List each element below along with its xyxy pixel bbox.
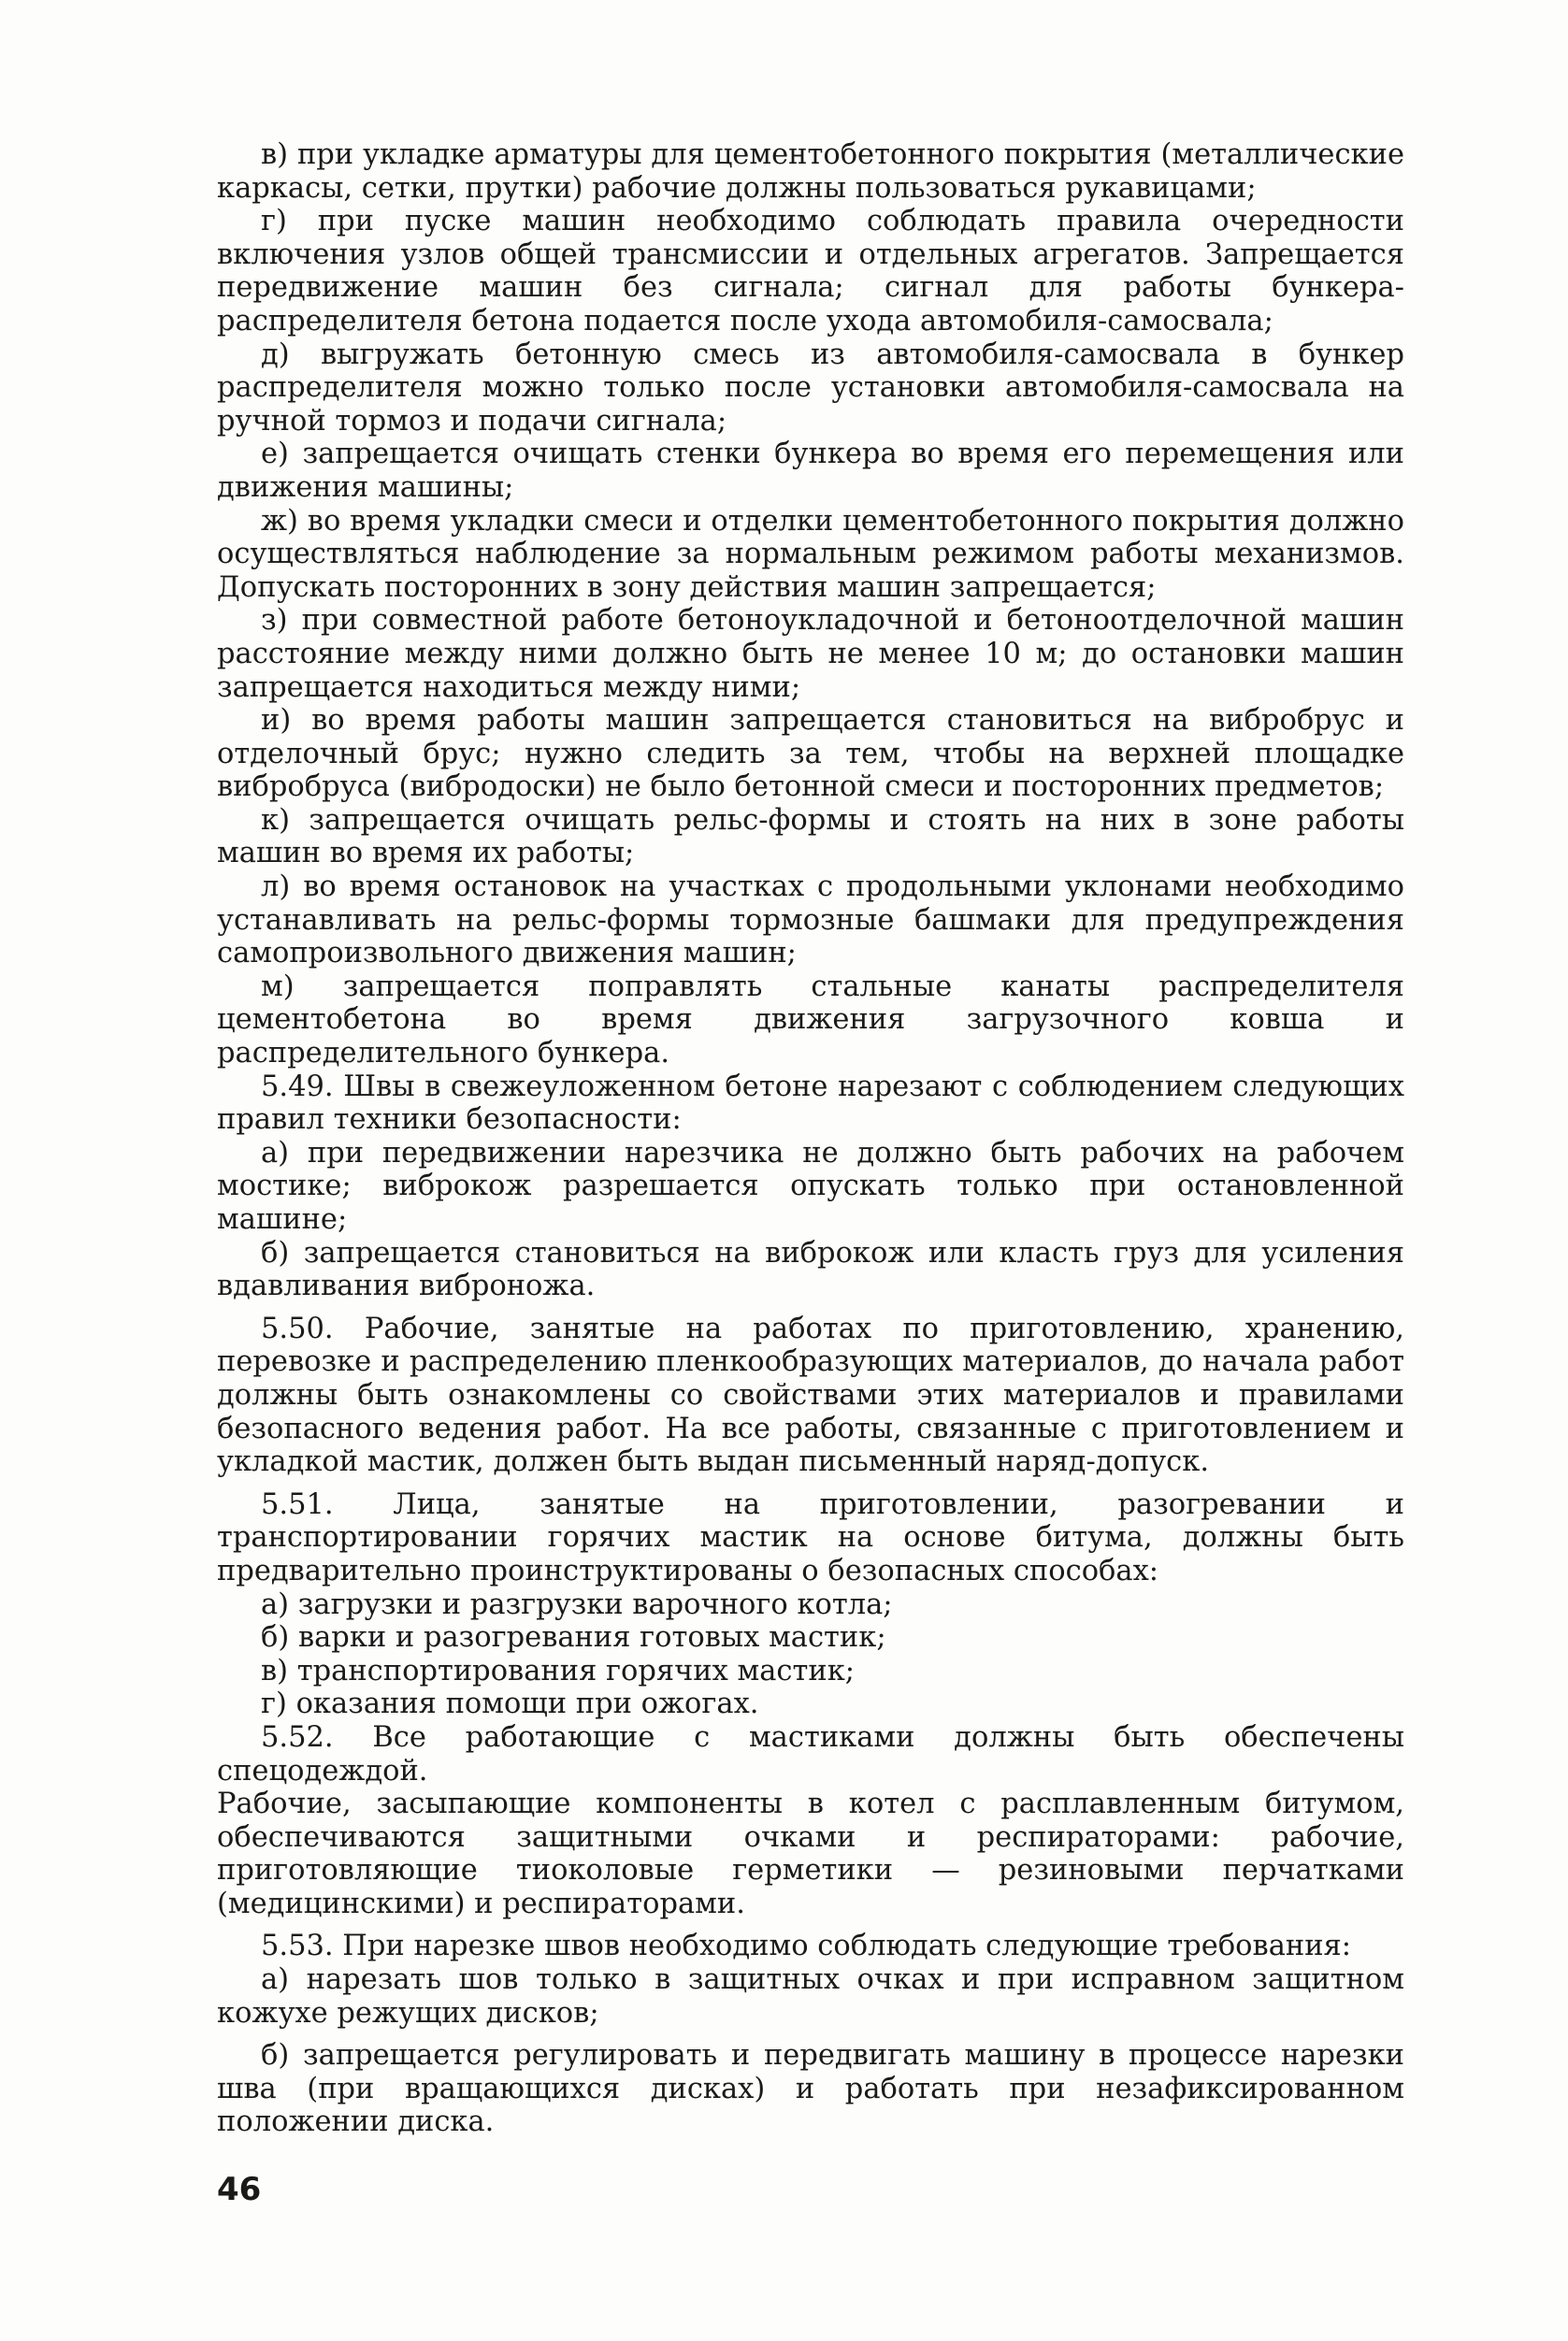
paragraph-unloading-mix: д) выгружать бетонную смесь из автомобиля-самосвала в бункер распределителя можно только после установки автомобиля-самосвала на ручной тормоз и подачи сигнала; bbox=[217, 338, 1404, 438]
paragraph-brake-shoes: л) во время остановок на участках с продольными уклонами необходимо устанавливать на рельс-формы тормозные башмаки для предупреждения самопроизвольного движения машин; bbox=[217, 870, 1404, 970]
paragraph-protective-equipment: Рабочие, засыпающие компоненты в котел с расплавленным битумом, обеспечиваются защитными очками и респираторами: рабочие, приготовляющие тиоколовые герметики — резиновыми перчатками (медицинскими) и респираторами. bbox=[217, 1788, 1404, 1920]
paragraph-section-5-50: 5.50. Рабочие, занятые на работах по приготовлению, хранению, перевозке и распределению пленкообразующих материалов, до начала работ должны быть ознакомлены со свойствами этих материалов и правилами безопасного ведения работ. На все работы, связанные с приготовлением и укладкой мастик, должен быть выдан письменный наряд-допуск. bbox=[217, 1312, 1404, 1479]
paragraph-disk-adjustment: б) запрещается регулировать и передвигать машину в процессе нарезки шва (при вращающихся дисках) и работать при незафиксированном положении диска. bbox=[217, 2039, 1404, 2139]
list-item-mastic-transport: в) транспортирования горячих мастик; bbox=[261, 1654, 856, 1688]
paragraph-startup-sequence: г) при пуске машин необходимо соблюдать правила очередности включения узлов общей трансмиссии и отдельных агрегатов. Запрещается передвижение машин без сигнала; сигнал для работы бункера-распределителя бетона подается после ухода автомобиля-самосвала; bbox=[217, 205, 1404, 338]
paragraph-rebar-gloves: в) при укладке арматуры для цементобетонного покрытия (металлические каркасы, сетки, прутки) рабочие должны пользоваться рукавицами; bbox=[217, 138, 1404, 205]
list-item-boiler-loading: а) загрузки и разгрузки варочного котла; bbox=[261, 1587, 893, 1621]
page-number: 46 bbox=[217, 2171, 262, 2208]
paragraph-hopper-cleaning: е) запрещается очищать стенки бункера во время его перемещения или движения машины; bbox=[217, 438, 1404, 504]
paragraph-section-5-51: 5.51. Лица, занятые на приготовлении, разогревании и транспортировании горячих мастик на основе битума, должны быть предварительно проинструктированы о безопасных способах: bbox=[217, 1487, 1404, 1587]
paragraph-machine-distance: з) при совместной работе бетоноукладочной и бетоноотделочной машин расстояние между ними должно быть не менее 10 м; до остановки машин запрещается находиться между ними; bbox=[217, 604, 1404, 704]
paragraph-section-5-49: 5.49. Швы в свежеуложенном бетоне нарезают с соблюдением следующих правил техники безопасности: bbox=[217, 1070, 1404, 1137]
list-item-mastic-heating: б) варки и разогревания готовых мастик; bbox=[261, 1621, 886, 1655]
paragraph-rail-forms: к) запрещается очищать рельс-формы и стоять на них в зоне работы машин во время их работы; bbox=[217, 803, 1404, 870]
paragraph-vibroknife-load: б) запрещается становиться на виброкож или класть груз для усиления вдавливания виброножа. bbox=[217, 1236, 1404, 1303]
paragraph-section-5-53: 5.53. При нарезке швов необходимо соблюдать следующие требования: bbox=[261, 1930, 1352, 1963]
paragraph-cutter-moving: а) при передвижении нарезчика не должно быть рабочих на рабочем мостике; виброкож разрешается опускать только при остановленной машине; bbox=[217, 1136, 1404, 1236]
text-column bbox=[217, 138, 1404, 2139]
paragraph-steel-ropes: м) запрещается поправлять стальные канаты распределителя цементобетона во время движения загрузочного ковша и распределительного бункера. bbox=[217, 969, 1404, 1070]
paragraph-section-5-52: 5.52. Все работающие с мастиками должны быть обеспечены спецодеждой. bbox=[217, 1720, 1404, 1788]
list-item-burn-first-aid: г) оказания помощи при ожогах. bbox=[261, 1688, 759, 1721]
paragraph-vibrating-beam: и) во время работы машин запрещается становиться на вибробрус и отделочный брус; нужно следить за тем, чтобы на верхней площадке вибробруса (вибродоски) не было бетонной смеси и посторонних предметов; bbox=[217, 704, 1404, 804]
paragraph-safety-goggles: а) нарезать шов только в защитных очках и при исправном защитном кожухе режущих дисков; bbox=[217, 1963, 1404, 2030]
paragraph-mechanism-supervision: ж) во время укладки смеси и отделки цементобетонного покрытия должно осуществляться наблюдение за нормальным режимом работы механизмов. Допускать посторонних в зону действия машин запрещается; bbox=[217, 504, 1404, 604]
